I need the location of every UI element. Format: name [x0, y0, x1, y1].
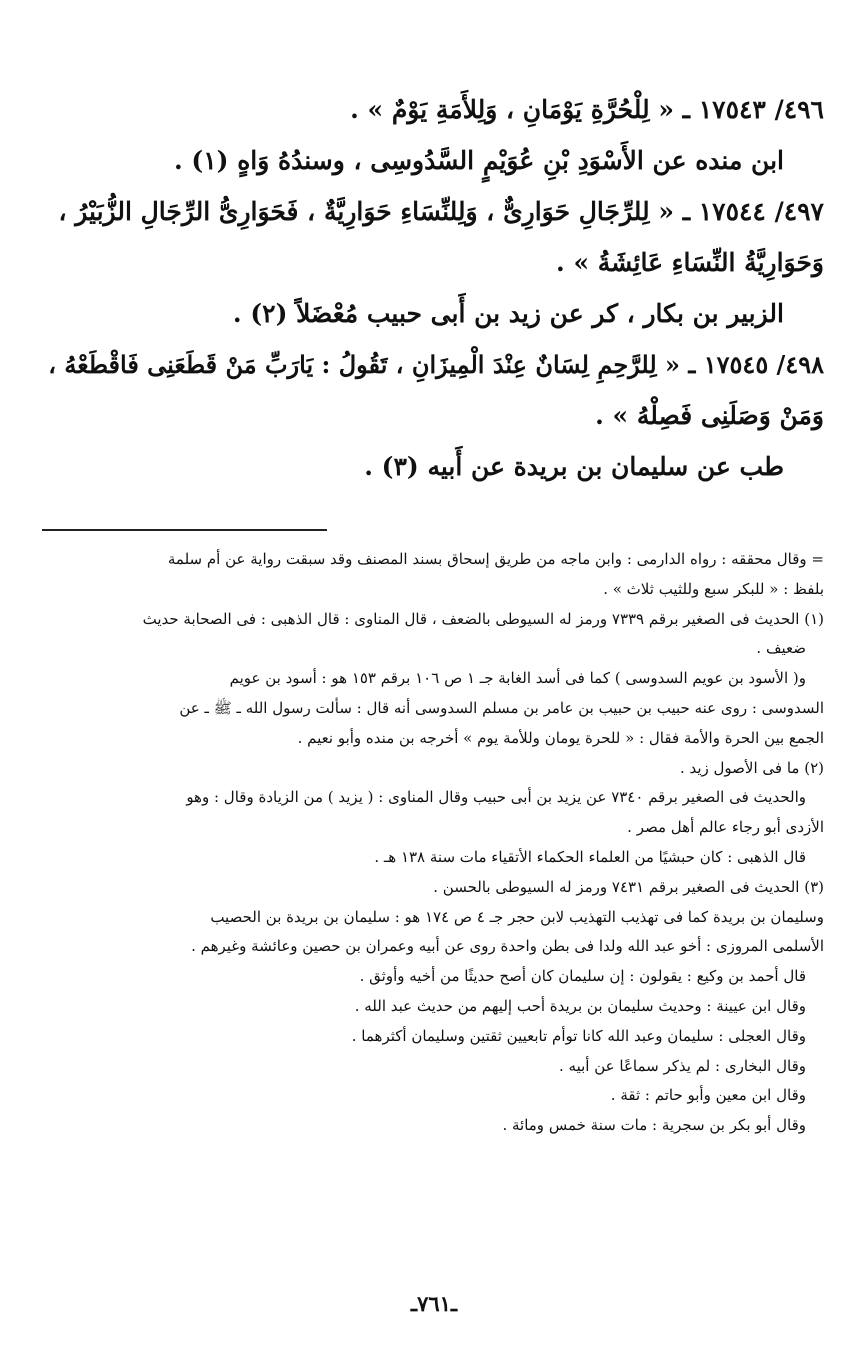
footnote-line: وقال ابن معين وأبو حاتم : ثقة . [610, 1086, 806, 1105]
footnote-line: الأزدى أبو رجاء عالم أهل مصر . [627, 818, 824, 837]
footnote-line: وقال أبو بكر بن سجرية : مات سنة خمس ومائة . [502, 1116, 806, 1135]
hadith-496-source: ابن منده عن الأَسْوَدِ بْنِ عُوَيْمٍ السَّدُوسِى ، وسندُهُ وَاهٍ (١) . [173, 146, 784, 175]
footnote-line: السدوسى : روى عنه حبيب بن حبيب بن عامر بن مسلم السدوسى أنه قال : سألت رسول الله ـ ﷺ ـ عن [179, 698, 824, 717]
footnote-line: و( الأسود بن عويم السدوسى ) كما فى أسد الغابة جـ ١ ص ١٠٦ برقم ١٥٣ هو : أسود بن عويم [229, 669, 806, 688]
page-number: ـ٧٦١ـ [410, 1291, 458, 1316]
footnote-line: قال الذهبى : كان حبشيًا من العلماء الحكماء الأتقياء مات سنة ١٣٨ هـ . [374, 847, 806, 866]
footnote-line: وقال البخارى : لم يذكر سماعًا عن أبيه . [559, 1056, 806, 1075]
footnote-line: بلفظ : « للبكر سبع وللثيب ثلاث » . [603, 579, 824, 598]
hadith-497-continued: وَحَوَارِيَّةُ النِّسَاءِ عَائِشَةُ » . [556, 248, 824, 277]
footnote-separator [42, 529, 327, 531]
hadith-497: ٤٩٧/ ١٧٥٤٤ ـ « لِلرِّجَالِ حَوَارِىٌّ ، وَلِلنِّسَاءِ حَوَارِيَّةٌ ، فَحَوَارِىُّ الرِّجَالِ الزُّبَيْرُ ، [58, 197, 824, 226]
footnote-1: (١) الحديث فى الصغير برقم ٧٣٣٩ ورمز له السيوطى بالضعف ، قال المناوى : قال الذهبى : فى الصحابة حديث [142, 609, 824, 628]
footnote-line: الجمع بين الحرة والأمة فقال : « للحرة يومان وللأمة يوم » أخرجه بن منده وأبو نعيم . [297, 728, 824, 747]
hadith-497-source: الزبير بن بكار ، كر عن زيد بن أَبى حبيب مُعْضَلاً (٢) . [232, 299, 784, 328]
hadith-498: ٤٩٨/ ١٧٥٤٥ ـ « لِلرَّحِمِ لِسَانٌ عِنْدَ الْمِيزَانِ ، تَقُولُ : يَارَبِّ مَنْ قَطَعَنِى فَاقْطَعْهُ ، [48, 350, 824, 379]
footnote-line: الأسلمى المروزى : أخو عبد الله ولدا فى بطن واحدة روى عن أبيه وعمران بن حصين وعائشة وغيرهم . [191, 937, 824, 956]
footnote-2: (٢) ما فى الأصول زيد . [679, 758, 824, 777]
main-text [38, 84, 824, 492]
hadith-498-continued: وَمَنْ وَصَلَنِى فَصِلْهُ » . [595, 401, 824, 430]
footnote-line: والحديث فى الصغير برقم ٧٣٤٠ عن يزيد بن أبى حبيب وقال المناوى : ( يزيد ) من الزيادة وقال : وهو [186, 788, 806, 807]
footnote-line: قال أحمد بن وكيع : يقولون : إن سليمان كان أصح حديثًا من أخيه وأوثق . [359, 967, 806, 986]
footnote-line: = وقال محققه : رواه الدارمى : وابن ماجه من طريق إسحاق بسند المصنف وقد سبقت رواية عن أم سلمة [167, 550, 824, 568]
footnote-line: وقال ابن عيينة : وحديث سليمان بن بريدة أحب إليهم من حديث عبد الله . [354, 996, 806, 1015]
footnote-line: وقال العجلى : سليمان وعبد الله كانا توأم تابعيين ثقتين وسليمان أكثرهما . [351, 1026, 806, 1045]
footnote-line: وسليمان بن بريدة كما فى تهذيب التهذيب لابن حجر جـ ٤ ص ١٧٤ هو : سليمان بن بريدة بن الحصيب [210, 907, 824, 926]
footnote-3: (٣) الحديث فى الصغير برقم ٧٤٣١ ورمز له السيوطى بالحسن . [433, 877, 824, 896]
hadith-496: ٤٩٦/ ١٧٥٤٣ ـ « لِلْحُرَّةِ يَوْمَانِ ، وَلِلأَمَةِ يَوْمٌ » . [350, 95, 824, 124]
footnote-line: ضعيف . [756, 639, 806, 658]
footnotes [38, 545, 824, 1141]
hadith-498-source: طب عن سليمان بن بريدة عن أَبيه (٣) . [364, 452, 784, 481]
